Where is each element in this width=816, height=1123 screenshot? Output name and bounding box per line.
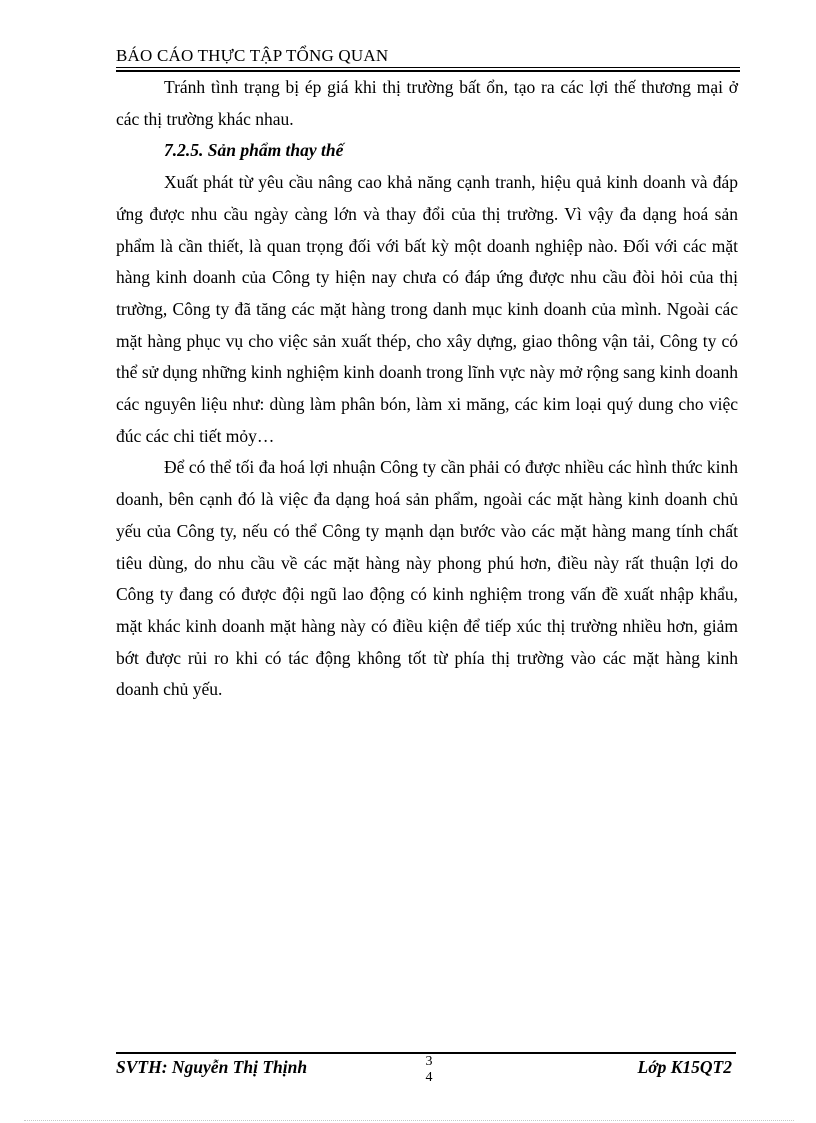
paragraph-3: Để có thể tối đa hoá lợi nhuận Công ty cần phải có được nhiều các hình thức kinh doanh, bên cạnh đó là việc đa dạng hoá sản phẩm, ngoài các mặt hàng kinh doanh chủ yếu của Công ty, nếu có thể Công ty mạnh dạn bước vào các mặt hàng mang tính chất tiêu dùng, do nhu cầu về các mặt hàng này phong phú hơn, điều này rất thuận lợi do Công ty đang có được đội ngũ lao động có kinh nghiệm trong vấn đề xuất nhập khẩu, mặt khác kinh doanh mặt hàng này có điều kiện để tiếp xúc thị trường nhiều hơn, giảm bớt được rủi ro khi có tác động không tốt từ phía thị trường vào các mặt hàng kinh doanh chủ yếu. [116,457,738,700]
header-rule-thin [116,67,740,68]
paragraph-2: Xuất phát từ yêu cầu nâng cao khả năng cạnh tranh, hiệu quả kinh doanh và đáp ứng được nhu cầu ngày càng lớn và thay đổi của thị trường. Vì vậy đa dạng hoá sản phẩm là cần thiết, là quan trọng đối với bất kỳ một doanh nghiệp nào. Đối với các mặt hàng kinh doanh của Công ty hiện nay chưa có đáp ứng được nhu cầu đòi hỏi của thị trường, Công ty đã tăng các mặt hàng trong danh mục kinh doanh của mình. Ngoài các mặt hàng phục vụ cho việc sản xuất thép, cho xây dựng, giao thông vận tải, Công ty có thể sử dụng những kinh nghiệm kinh doanh trong lĩnh vực này mở rộng sang kinh doanh các nguyên liệu như: dùng làm phân bón, làm xi măng, các kim loại quý dung cho việc đúc các chi tiết mỏy… [116,172,738,446]
page-bottom-border [24,1120,794,1121]
paragraph-1: Tránh tình trạng bị ép giá khi thị trường bất ổn, tạo ra các lợi thế thương mại ở các thị trường khác nhau. [116,77,738,129]
document-body [116,72,738,706]
page-header-title: BÁO CÁO THỰC TẬP TỔNG QUAN [116,46,389,65]
section-heading: 7.2.5. Sản phẩm thay thế [164,140,344,161]
page-number-line-1: 3 [425,1054,433,1069]
footer-page-number [423,1054,435,1086]
footer-student-name: SVTH: Nguyễn Thị Thịnh [116,1057,308,1077]
footer-class: Lớp K15QT2 [637,1057,732,1077]
page-number-line-2: 4 [425,1070,433,1085]
